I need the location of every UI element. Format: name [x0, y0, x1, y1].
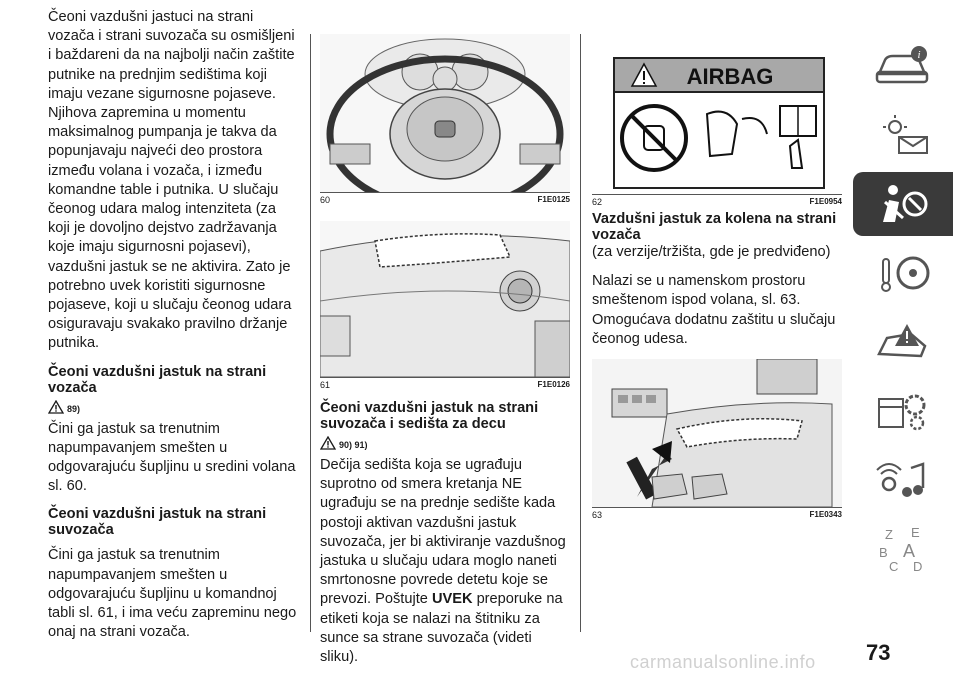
heading-passenger-airbag: Čeoni vazdušni jastuk na strani suvozača [48, 506, 267, 539]
figure-60-steering-wheel [320, 34, 570, 193]
figure-63-knee-area [592, 359, 842, 508]
airbag-label-text: AIRBAG [686, 64, 774, 89]
figure-62-airbag-label [592, 34, 842, 195]
column-left [48, 8, 300, 652]
knee-airbag-subtitle: (za verzije/tržišta, gde je predviđeno) [592, 244, 831, 260]
multimedia-icon [873, 458, 933, 502]
svg-text:C: C [889, 559, 899, 573]
warning-ref-text: 90) 91) [339, 440, 368, 450]
child-seat-paragraph [320, 456, 570, 667]
intro-paragraph: Čeoni vazdušni jastuci na strani vozača i strani suvozača su osmišljeni i baždareni da na najbolji način zaštite putnike na prednjim sedištima koji imaju vezane sigurnosne pojaseve. Njihova zapremina u momentu maksimalnog pumpanja je takva da popunjavaju najveći deo prostora između volana i vozača, i između komandne table i putnika. U slučaju čeonog udara malog intenziteta (za koji je dovoljno dejstvo zadržavanja koje imaju sigurnosni pojasevi), vazdušni jastuk se ne aktivira. Zato je potrebno uvek koristiti sigurnosne pojaseve, koji u slučaju čeonog udara osiguravaju svakako pravilno držanje putnika. [48, 9, 295, 352]
heading-driver-airbag: Čeoni vazdušni jastuk na strani vozača [48, 363, 267, 396]
knee-airbag-paragraph: Nalazi se u namenskom prostoru smeštenom ispod volana, sl. 63. Omogućava dodatnu zaštitu u slučaju čeonog udesa. [592, 273, 836, 347]
svg-text:B: B [879, 545, 888, 560]
heading-child-seat: Čeoni vazdušni jastuk na strani suvozača i sedišta za decu [320, 400, 539, 432]
tab-starting-driving[interactable] [853, 241, 953, 305]
warning-ref-driver [48, 400, 300, 414]
maintenance-icon [873, 389, 933, 433]
figure-61-caption [320, 378, 570, 394]
svg-text:i: i [917, 49, 921, 61]
svg-text:A: A [903, 541, 916, 561]
figure-63-caption [592, 508, 842, 524]
dashboard-illustration [320, 221, 570, 377]
tab-airbag-seat[interactable] [853, 172, 953, 236]
figure-number: 63 [592, 510, 603, 521]
warning-triangle-icon [48, 400, 64, 414]
column-right [592, 34, 842, 524]
airbag-seat-icon [873, 182, 933, 226]
figure-code: F1E0125 [537, 195, 570, 204]
figure-number: 60 [320, 195, 331, 205]
figure-code: F1E0954 [809, 197, 842, 206]
tab-maintenance[interactable] [853, 379, 953, 443]
child-seat-emphasis: UVEK [431, 591, 473, 608]
tab-car-info[interactable] [853, 34, 953, 98]
tab-index[interactable] [853, 517, 953, 581]
column-divider [310, 34, 311, 632]
heading-knee-airbag: Vazdušni jastuk za kolena na strani vozača [592, 211, 837, 243]
page-number: 73 [866, 640, 891, 665]
svg-text:Z: Z [885, 527, 893, 542]
airbag-warning-label [592, 34, 842, 194]
figure-code: F1E0343 [809, 510, 842, 520]
tab-emergency[interactable] [853, 310, 953, 374]
steering-wheel-illustration [320, 34, 570, 192]
emergency-icon [873, 320, 933, 364]
svg-text:D: D [913, 559, 923, 573]
tab-multimedia[interactable] [853, 448, 953, 512]
column-divider [580, 34, 581, 632]
child-seat-text-2: preporuke na etiketi koja se nalazi na štitniku za sunce sa strane suvozača (videti sliku). [320, 591, 563, 666]
warning-lights-icon [873, 113, 933, 157]
warning-ref-child [320, 436, 570, 450]
figure-61-dashboard [320, 221, 570, 378]
starting-driving-icon [873, 251, 933, 295]
driver-airbag-paragraph: Čini ga jastuk sa trenutnim napumpavanjem smešten u odgovarajuću šupljinu u sredini volana sl. 60. [48, 420, 296, 495]
car-info-icon [873, 44, 933, 88]
tab-warning-lights[interactable] [853, 103, 953, 167]
figure-number: 61 [320, 380, 331, 390]
watermark: carmanualsonline.info [630, 652, 816, 672]
figure-code: F1E0126 [537, 380, 570, 389]
passenger-airbag-paragraph: Čini ga jastuk sa trenutnim napumpavanjem smešten u odgovarajuću šupljinu u komandnoj tabli sl. 61, i ima veću zapreminu nego onaj na strani vozača. [48, 547, 297, 641]
chapter-tabs [853, 34, 953, 586]
index-icon [873, 525, 933, 573]
figure-60-caption [320, 193, 570, 209]
warning-ref-text: 89) [67, 403, 81, 414]
column-middle [320, 34, 570, 677]
figure-62-caption [592, 195, 842, 211]
child-seat-text-1: Dečija sedišta koja se ugrađuju suprotno od smera kretanja NE ugrađuju se na prednje sedište kada postoji aktivan vazdušni jastuk suvozača, jer bi aktiviranje vazdušnog jastuka u slučaju udara moglo naneti smrtonosne povrede detetu koje se prevozi. Poštujte [320, 457, 566, 608]
svg-text:E: E [911, 525, 920, 540]
knee-airbag-illustration [592, 359, 842, 507]
figure-number: 62 [592, 197, 603, 207]
warning-triangle-icon [320, 436, 336, 450]
